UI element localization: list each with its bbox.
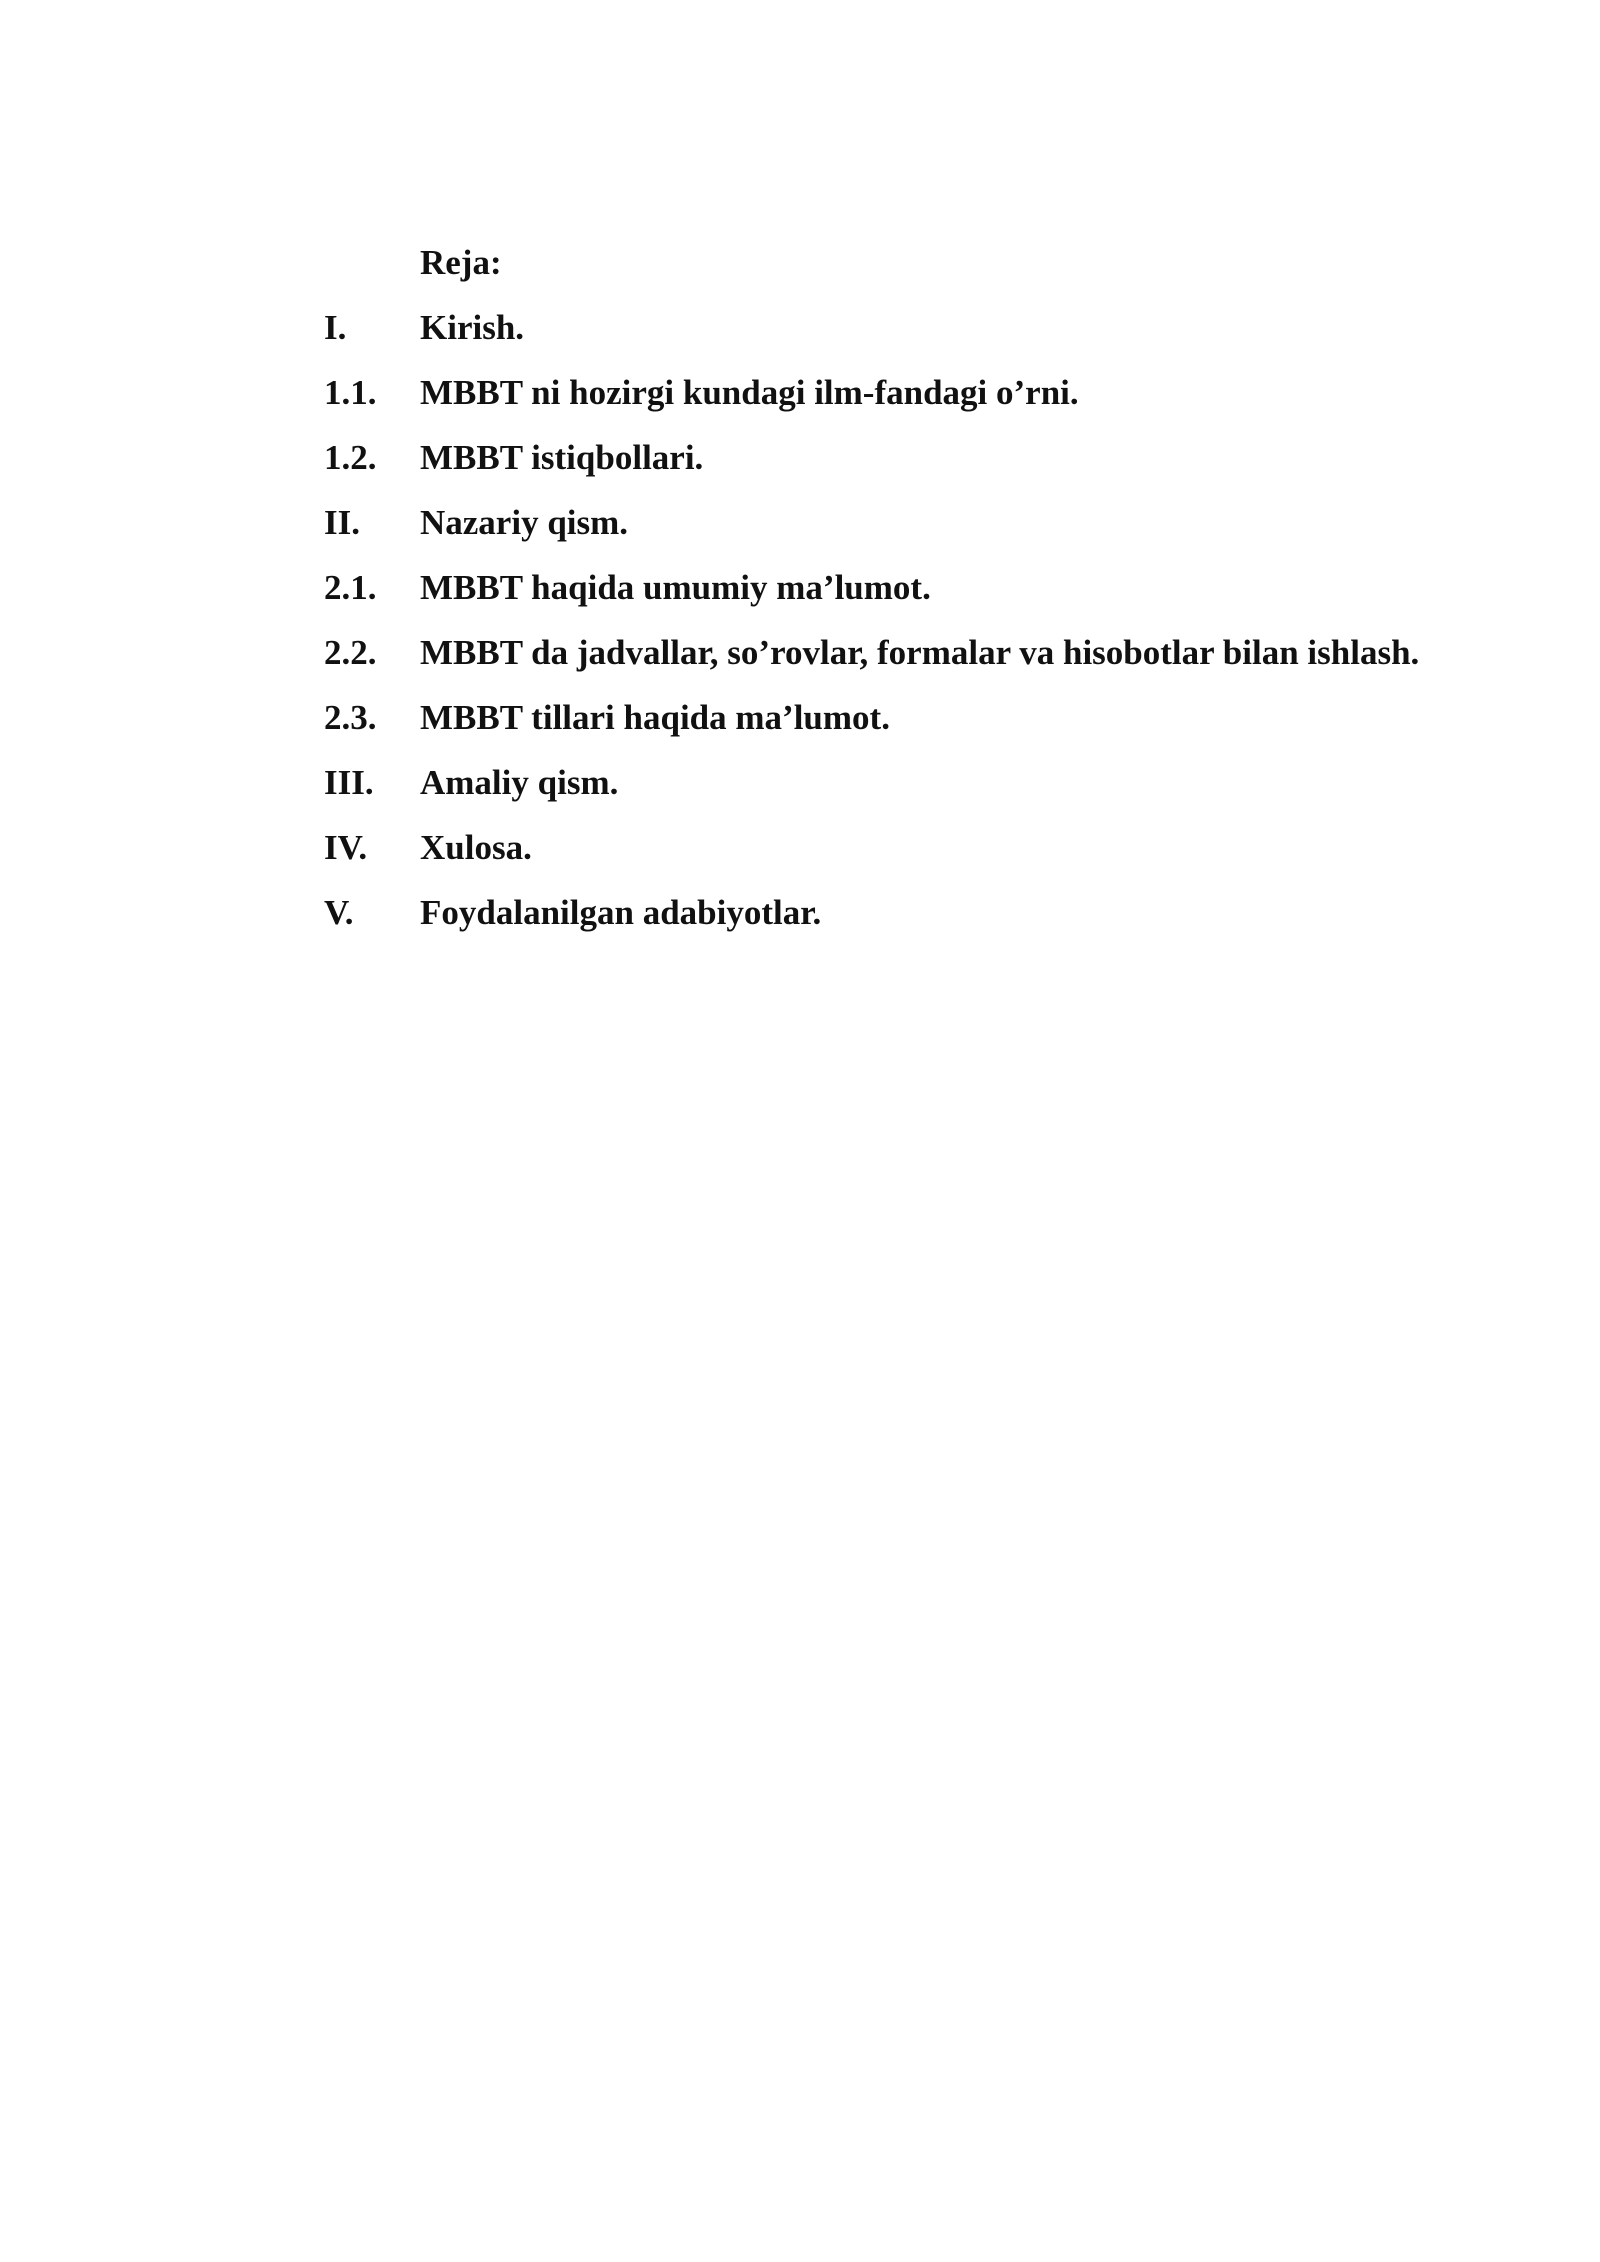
plan-item	[324, 555, 1488, 620]
plan-item-number: II.	[324, 503, 360, 542]
plan-item-text: MBBT haqida umumiy ma’lumot.	[420, 568, 931, 607]
plan-item-text: MBBT ni hozirgi kundagi ilm-fandagi o’rni.	[420, 373, 1079, 412]
plan-item-text: MBBT da jadvallar, so’rovlar, formalar va hisobotlar bilan ishlash.	[420, 633, 1420, 672]
plan-item-text: MBBT tillari haqida ma’lumot.	[420, 698, 890, 737]
plan-item-number: IV.	[324, 828, 368, 867]
plan-item	[324, 750, 1488, 815]
plan-item	[324, 685, 1488, 750]
plan-item	[324, 620, 1488, 685]
plan-item-text: Xulosa.	[420, 828, 532, 867]
plan-item-number: 1.2.	[324, 438, 377, 477]
plan-item	[324, 425, 1488, 490]
plan-item-number: 2.2.	[324, 633, 377, 672]
plan-item-number: 2.3.	[324, 698, 377, 737]
plan-item-number: 2.1.	[324, 568, 377, 607]
plan-item	[324, 295, 1488, 360]
plan-list	[324, 230, 1488, 945]
plan-item-text: Nazariy qism.	[420, 503, 629, 542]
plan-item-text: MBBT istiqbollari.	[420, 438, 704, 477]
plan-item-number: V.	[324, 893, 354, 932]
plan-item-text: Foydalanilgan adabiyotlar.	[420, 893, 822, 932]
plan-item	[324, 360, 1488, 425]
plan-item-number: III.	[324, 763, 374, 802]
plan-heading: Reja:	[420, 243, 502, 282]
plan-item-text: Kirish.	[420, 308, 525, 347]
plan-item-text: Amaliy qism.	[420, 763, 619, 802]
plan-item	[324, 490, 1488, 555]
plan-item	[324, 880, 1488, 945]
plan-item-number: I.	[324, 308, 347, 347]
plan-item-number: 1.1.	[324, 373, 377, 412]
plan-item	[324, 815, 1488, 880]
